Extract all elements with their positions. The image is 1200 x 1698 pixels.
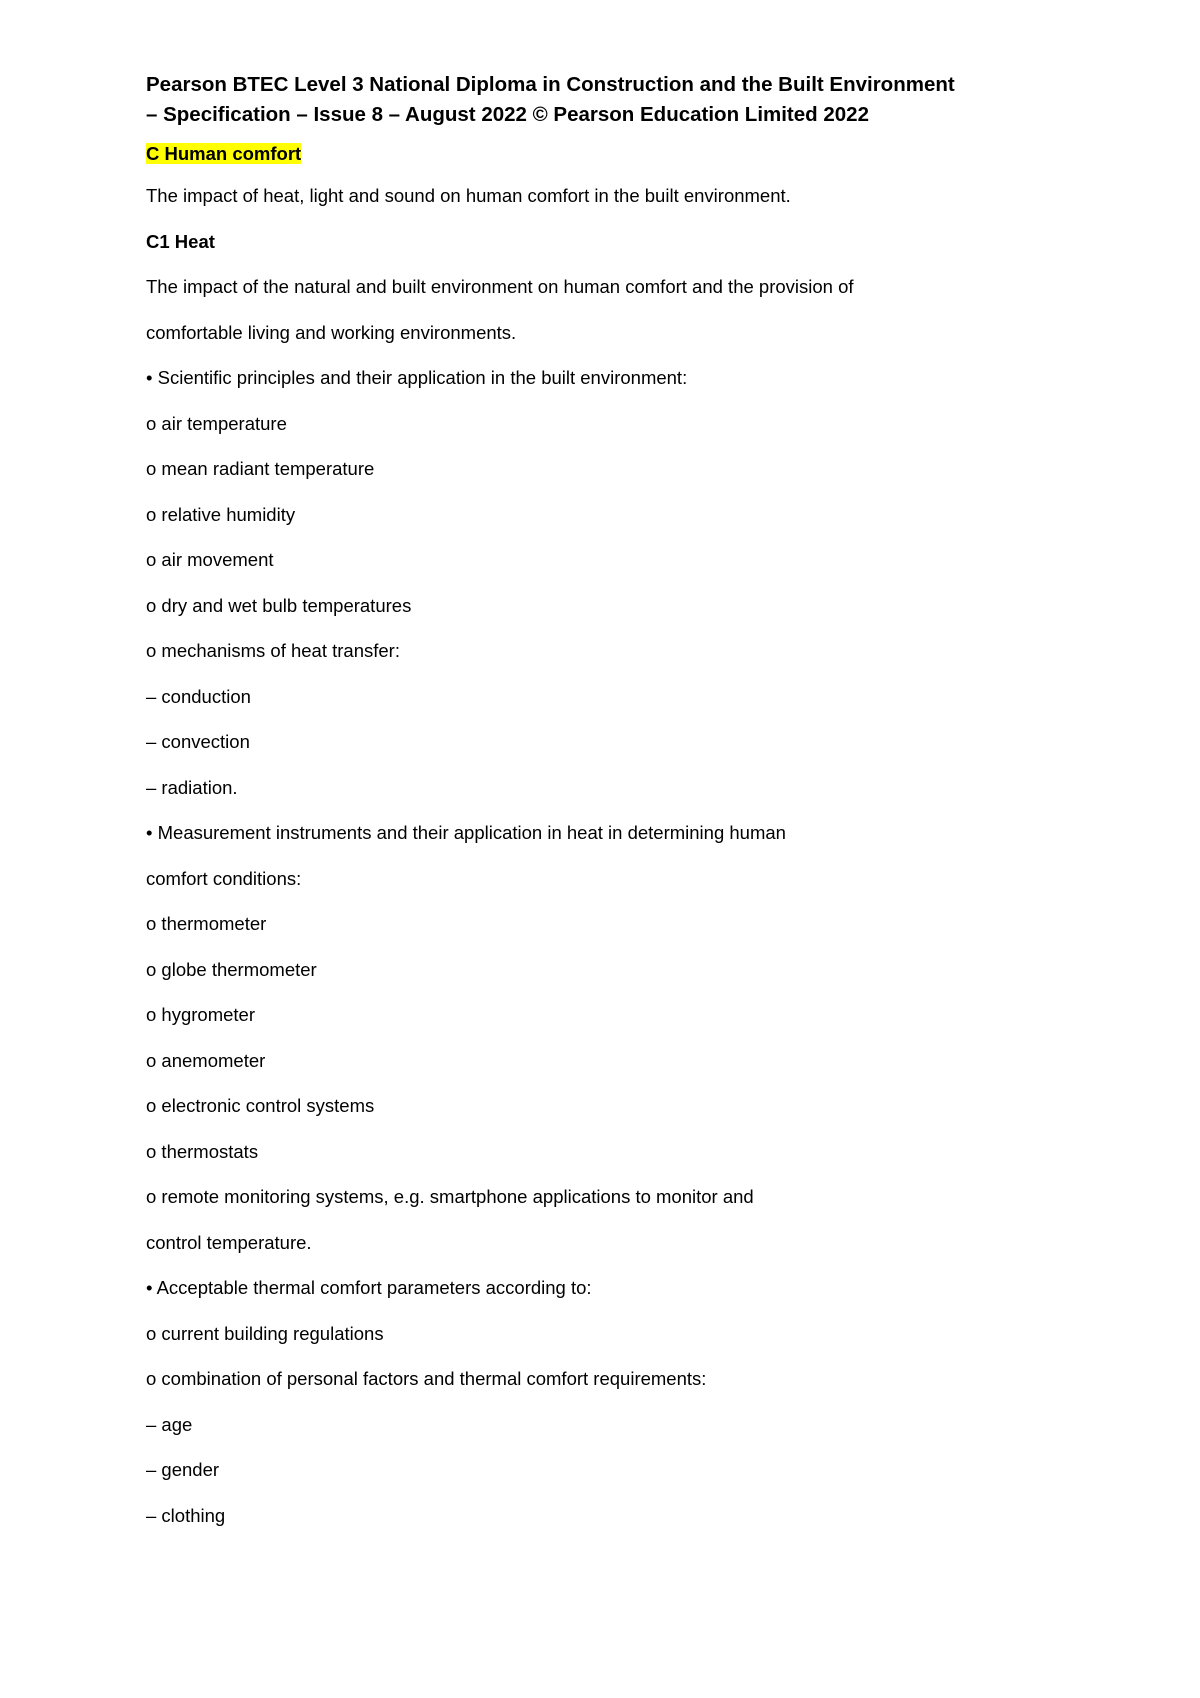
- list-item: [146, 805, 1046, 851]
- list-item-text: o air movement: [146, 549, 274, 570]
- list-item: [146, 896, 1046, 942]
- list-item-text: – clothing: [146, 1504, 226, 1526]
- list-item-text: o dry and wet bulb temperatures: [146, 594, 412, 616]
- list-item-text: o anemometer: [146, 1049, 266, 1071]
- list-item: [146, 396, 1046, 442]
- section-heading: [146, 140, 1046, 168]
- section-intro: The impact of heat, light and sound on human comfort in the built environment.: [146, 185, 791, 206]
- list-item: [146, 1351, 1046, 1397]
- list-item-text: o electronic control systems: [146, 1095, 375, 1116]
- list-item-text: o relative humidity: [146, 503, 296, 525]
- list-item: [146, 1397, 1046, 1443]
- list-item: [146, 350, 1046, 396]
- list-item: [146, 623, 1046, 669]
- list-item-text: control temperature.: [146, 1231, 312, 1253]
- list-item-text: o combination of personal factors and thermal comfort requirements:: [146, 1368, 707, 1389]
- subsection-heading-row: [146, 214, 1046, 260]
- list-item: [146, 760, 1046, 806]
- list-item-text: o globe thermometer: [146, 958, 317, 980]
- list-item: [146, 1124, 1046, 1170]
- list-item-text: o air temperature: [146, 412, 287, 434]
- list-item-text: – age: [146, 1413, 193, 1435]
- list-item: [146, 1488, 1046, 1534]
- list-item: [146, 714, 1046, 760]
- subsection-intro-line-2: comfortable living and working environments.: [146, 321, 517, 343]
- list-item-text: • Measurement instruments and their application in heat in determining human: [146, 822, 786, 843]
- list-item: [146, 1442, 1046, 1488]
- list-item-text: – radiation.: [146, 776, 238, 798]
- list-item-text: o mechanisms of heat transfer:: [146, 640, 400, 661]
- list-item: [146, 851, 1046, 897]
- list-item: [146, 441, 1046, 487]
- document-title-line-2: – Specification – Issue 8 – August 2022 © Pearson Education Limited 2022: [146, 103, 869, 126]
- list-item: [146, 487, 1046, 533]
- list-item-text: – conduction: [146, 685, 251, 707]
- section-intro-row: [146, 168, 1046, 214]
- list-item: [146, 1260, 1046, 1306]
- list-item: [146, 1078, 1046, 1124]
- list-item-text: o thermometer: [146, 913, 267, 934]
- document-title-line-1: Pearson BTEC Level 3 National Diploma in Construction and the Built Environment: [146, 73, 955, 96]
- subsection-intro-row-1: [146, 259, 1046, 305]
- list-item: [146, 532, 1046, 578]
- list-item-text: o mean radiant temperature: [146, 458, 375, 479]
- list-item: [146, 1169, 1046, 1215]
- subsection-intro-line-1: The impact of the natural and built environment on human comfort and the provision of: [146, 276, 854, 297]
- list-item-text: – gender: [146, 1459, 220, 1480]
- document-content: [146, 70, 1046, 1533]
- list-item: [146, 1033, 1046, 1079]
- list-item-text: o current building regulations: [146, 1322, 384, 1344]
- section-heading-highlight: C Human comfort: [146, 143, 302, 164]
- subsection-intro-row-2: [146, 305, 1046, 351]
- list-item-text: • Acceptable thermal comfort parameters according to:: [146, 1277, 592, 1298]
- list-item-text: comfort conditions:: [146, 867, 302, 889]
- list-item-text: – convection: [146, 731, 250, 752]
- list-item-text: o thermostats: [146, 1140, 259, 1162]
- subsection-heading: C1 Heat: [146, 230, 215, 252]
- list-item: [146, 942, 1046, 988]
- list-item-text: o remote monitoring systems, e.g. smartphone applications to monitor and: [146, 1186, 754, 1207]
- list-item: [146, 1215, 1046, 1261]
- list-item: [146, 987, 1046, 1033]
- list-item: [146, 578, 1046, 624]
- list-item-text: • Scientific principles and their application in the built environment:: [146, 367, 688, 388]
- list-item: [146, 1306, 1046, 1352]
- list-item: [146, 669, 1046, 715]
- list-item-text: o hygrometer: [146, 1004, 255, 1025]
